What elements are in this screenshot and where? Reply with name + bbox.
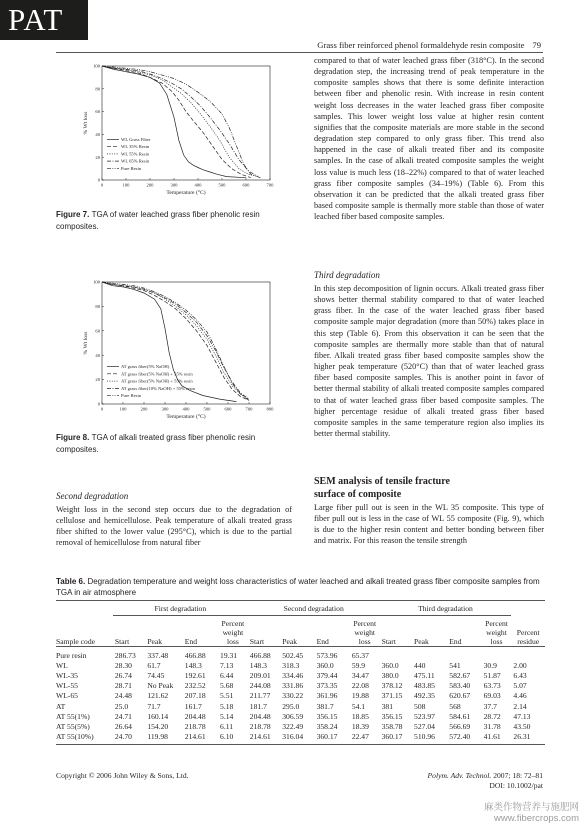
- page-number: 79: [532, 40, 541, 50]
- table-cell: 373.35: [316, 681, 338, 691]
- table-cell: 28.72: [483, 711, 501, 721]
- table-cell-sample: WL-55: [56, 681, 78, 691]
- table-row: [56, 660, 545, 670]
- x-tick-label: 0: [100, 182, 104, 188]
- header-peak-1: Peak: [145, 616, 182, 647]
- y-tick-label: 40: [95, 132, 100, 137]
- table-cell: 483.85: [414, 681, 435, 691]
- table-cell-sample: AT 55(1%): [56, 711, 90, 721]
- table-cell: 54.1: [351, 701, 366, 711]
- table-cell: 28.71: [114, 681, 132, 691]
- table-cell: 583.40: [449, 681, 471, 691]
- table-cell: 74.45: [147, 670, 165, 680]
- table-cell: 192.61: [184, 670, 206, 680]
- table-cell: 337.48: [147, 650, 169, 660]
- y-tick-label: 20: [95, 154, 100, 160]
- table-cell: 572.40: [447, 732, 481, 745]
- table-cell: 6.43: [513, 670, 527, 680]
- sem-heading-line2: surface of composite: [314, 488, 402, 500]
- footer-citation-text: 2007; 18: 72–81: [493, 771, 543, 780]
- right-column-text: [314, 55, 544, 222]
- x-tick-label: 300: [161, 406, 169, 412]
- sem-section-heading: [314, 476, 450, 501]
- table-cell: 2.00: [513, 660, 527, 670]
- table-cell: 25.0: [114, 701, 129, 711]
- table-6-body: [56, 647, 545, 745]
- watermark-line2: www.fibercrops.com: [494, 813, 579, 824]
- table-cell: 160.14: [147, 711, 169, 721]
- table-cell: 380.0: [381, 670, 399, 680]
- table-cell: 6.10: [218, 732, 248, 745]
- group-second-degradation: Second degradation: [248, 601, 380, 616]
- table-cell: 440: [414, 660, 426, 670]
- table-cell: 148.3: [184, 660, 202, 670]
- x-tick-label: 400: [182, 406, 190, 412]
- table-cell: 381: [381, 701, 393, 711]
- legend-entry: AT grass fiber(5% NaOH) + 55% resin: [121, 378, 193, 384]
- x-axis-label: Temperature (°C): [166, 414, 206, 420]
- third-degradation-paragraph: In this step decomposition of lignin occurs. Alkali treated grass fiber shows better thermal stability compared to that of water leached grass fiber. In the case of the water leached grass fiber based composite sample major degradation (more than 50%) takes place in this step (Table 6). From this observation it can be seen that the composite samples are thermally more stable than that of natural fiber. Alkali treated grass fiber based composite samples show the higher peak temperature (520°C) than that of water leached grass fiber based composite samples. This is another point in favor of better thermal stability of alkali treated composite samples compared to that of water leached grass fiber based composite samples. The higher percentage residue of alkali treated grass fiber based composite samples in the same temperature region also implies its better thermal stability.: [314, 284, 544, 439]
- legend-entry: WL 55% Resin: [121, 151, 150, 157]
- table-cell: 475.11: [414, 670, 435, 680]
- table-cell: 69.03: [483, 691, 501, 701]
- table-cell: 148.3: [249, 660, 267, 670]
- table-cell: 119.98: [145, 732, 182, 745]
- header-percent-residue: Percent residue: [511, 616, 545, 647]
- legend-entry: WL Grass Fiber: [121, 137, 151, 142]
- table-cell: No Peak: [147, 681, 174, 691]
- table-cell: 527.04: [414, 721, 435, 731]
- table-row: [56, 732, 545, 745]
- table-cell: 47.13: [513, 711, 531, 721]
- header-end-3: End: [447, 616, 481, 647]
- table-6-caption-text: Degradation temperature and weight loss characteristics of water leached and alkali treated grass fiber composite samples from TGA in air atmosphere: [56, 577, 540, 597]
- table-cell: 331.86: [282, 681, 304, 691]
- table-cell: 207.18: [184, 691, 206, 701]
- table-cell: 22.47: [350, 732, 380, 745]
- legend-entry: Pure Resin: [121, 393, 142, 399]
- x-axis-label: Temperature (°C): [166, 190, 206, 196]
- left-column-text: [56, 504, 292, 549]
- table-cell: 566.69: [449, 721, 471, 731]
- table-cell: 24.48: [114, 691, 132, 701]
- table-cell: 63.73: [483, 681, 501, 691]
- table-cell: 502.45: [282, 650, 304, 660]
- table-cell-sample: Pure resin: [56, 650, 87, 660]
- paragraph-first-second-degradation: compared to that of water leached grass fiber (318°C). In the second degradation step, the increasing trend of peak temperature in the composite samples shows that there is some definite interaction between fiber and phenolic resin. With increase in resin content weight loss decreases in the water leached grass fiber composite samples. This lower weight loss value at higher resin content signifies that the composite materials are more stable in the second degradation step compared to only grass fiber. This trend also happened in the case of alkali treated fiber and its composite samples. In the case of alkali treated composite samples the weight loss value is much less (18–22%) compared to that of water leached grass fiber composite samples (34–19%) (Table 6). From this observation it can be predicted that the alkali treated grass fiber based composite sample is thermally more stable than those of water leached fiber based composite samples.: [314, 56, 544, 222]
- figure-8-chart: [74, 276, 278, 422]
- table-cell-sample: AT 55(10%): [56, 732, 113, 745]
- journal-logo: PAT: [0, 0, 88, 40]
- x-tick-label: 700: [266, 182, 274, 188]
- table-cell: 18.39: [351, 721, 369, 731]
- table-cell: 584.61: [449, 711, 471, 721]
- table-cell: 209.01: [249, 670, 271, 680]
- header-end-1: End: [183, 616, 218, 647]
- table-cell: 466.88: [184, 650, 206, 660]
- footer-citation: [428, 771, 543, 780]
- legend-entry: WL 65% Resin: [121, 158, 150, 164]
- table-cell: 24.71: [114, 711, 132, 721]
- header-start-1: Start: [113, 616, 145, 647]
- x-tick-label: 600: [242, 182, 250, 188]
- table-cell: 379.44: [316, 670, 338, 680]
- x-tick-label: 500: [203, 406, 211, 412]
- table-cell: 492.35: [414, 691, 435, 701]
- table-cell: 161.7: [184, 701, 202, 711]
- table-cell: 26.74: [114, 670, 132, 680]
- header-start-3: Start: [380, 616, 412, 647]
- table-cell-sample: WL: [56, 660, 68, 670]
- group-first-degradation: First degradation: [113, 601, 248, 616]
- figure-7-chart: [74, 62, 278, 196]
- table-cell: 318.3: [282, 660, 300, 670]
- y-tick-label: 0: [97, 177, 100, 183]
- table-cell: [482, 647, 512, 661]
- table-cell: 218.78: [249, 721, 271, 731]
- site-watermark: [484, 802, 579, 824]
- table-cell: 322.49: [282, 721, 304, 731]
- header-peak-3: Peak: [412, 616, 447, 647]
- table-cell: 371.15: [381, 691, 403, 701]
- table-cell: 6.44: [220, 670, 234, 680]
- figure-8-label: Figure 8.: [56, 433, 90, 442]
- y-tick-label: 60: [95, 328, 100, 334]
- footer-copyright: Copyright © 2006 John Wiley & Sons, Ltd.: [56, 771, 189, 780]
- table-cell: 59.9: [351, 660, 366, 670]
- table-cell: 5.14: [220, 711, 234, 721]
- table-cell: 31.78: [483, 721, 501, 731]
- header-peak-2: Peak: [280, 616, 314, 647]
- table-cell: 22.08: [351, 681, 369, 691]
- table-cell: 334.46: [282, 670, 304, 680]
- table-cell: 37.7: [483, 701, 497, 711]
- table-cell: 19.31: [220, 650, 238, 660]
- table-cell: 360.0: [316, 660, 334, 670]
- table-cell: 41.61: [482, 732, 512, 745]
- table-row: [56, 691, 545, 701]
- table-cell: 5.51: [220, 691, 234, 701]
- table-cell: 356.15: [316, 711, 338, 721]
- table-cell: [447, 647, 481, 661]
- y-axis-label: % Wt loss: [83, 331, 89, 355]
- x-tick-label: 600: [224, 406, 232, 412]
- table-cell-sample: WL-35: [56, 670, 78, 680]
- table-cell: 2.14: [513, 701, 527, 711]
- table-cell: 214.61: [248, 732, 280, 745]
- table-row: [56, 701, 545, 711]
- table-cell: 24.70: [113, 732, 145, 745]
- table-cell: 360.17: [315, 732, 350, 745]
- table-cell: 51.87: [483, 670, 501, 680]
- table-cell: 286.73: [114, 650, 136, 660]
- legend-entry: AT grass fiber(10% NaOH) + 55% resin: [121, 385, 195, 391]
- table-cell: 18.85: [351, 711, 369, 721]
- legend-entry: Pure Resin: [121, 165, 142, 171]
- table-cell: 582.67: [449, 670, 471, 680]
- table-cell: 65.37: [351, 650, 369, 660]
- table-cell: 232.52: [184, 681, 206, 691]
- table-cell: 541: [449, 660, 461, 670]
- table-cell: 358.78: [381, 721, 403, 731]
- table-cell: 378.12: [381, 681, 403, 691]
- x-tick-label: 100: [119, 406, 127, 412]
- table-cell: 316.04: [280, 732, 314, 745]
- table-cell: 28.30: [114, 660, 132, 670]
- table-cell: [380, 647, 412, 661]
- table-cell: 211.77: [249, 691, 271, 701]
- table-row: [56, 681, 545, 691]
- table-cell: 361.96: [316, 691, 338, 701]
- table-cell: 204.48: [184, 711, 206, 721]
- y-tick-label: 40: [95, 352, 100, 358]
- table-cell-sample: WL-65: [56, 691, 78, 701]
- table-cell: 5.18: [220, 701, 234, 711]
- table-cell: 204.48: [249, 711, 271, 721]
- table-cell: 71.7: [147, 701, 161, 711]
- legend-entry: WL 35% Resin: [121, 144, 150, 150]
- table-cell: 358.24: [316, 721, 338, 731]
- legend-entry: AT grass fiber(5% NaOH) + 55% resin: [121, 371, 193, 377]
- header-percent-loss-3: Percent weight loss: [482, 616, 512, 647]
- x-tick-label: 700: [245, 406, 253, 412]
- table-cell: [412, 647, 447, 661]
- table-cell: 218.78: [184, 721, 206, 731]
- table-cell-sample: AT 55(5%): [56, 721, 90, 731]
- figure-7-caption-text: TGA of water leached grass fiber phenolic resin composites.: [56, 210, 260, 231]
- table-cell: 121.62: [147, 691, 169, 701]
- sem-text: [314, 502, 544, 547]
- table-cell: 6.11: [220, 721, 234, 731]
- x-tick-label: 800: [266, 406, 274, 412]
- x-tick-label: 200: [146, 182, 154, 188]
- table-group-header-row: [56, 601, 545, 616]
- table-cell: 620.67: [449, 691, 471, 701]
- table-6-caption: [56, 576, 546, 598]
- table-cell: 34.47: [351, 670, 369, 680]
- table-cell: 573.96: [316, 650, 338, 660]
- running-header: [317, 40, 541, 50]
- table-cell: 154.20: [147, 721, 169, 731]
- header-start-2: Start: [248, 616, 280, 647]
- x-tick-label: 200: [140, 406, 148, 412]
- table-row: [56, 647, 545, 661]
- table-cell: 568: [449, 701, 461, 711]
- table-cell: 510.96: [412, 732, 447, 745]
- y-tick-label: 0: [97, 401, 100, 407]
- y-tick-label: 100: [93, 63, 100, 69]
- table-cell: 5.07: [513, 681, 527, 691]
- table-cell: 4.46: [513, 691, 527, 701]
- group-third-degradation: Third degradation: [380, 601, 512, 616]
- y-tick-label: 60: [95, 109, 100, 115]
- table-cell: 30.9: [483, 660, 497, 670]
- y-tick-label: 20: [95, 377, 100, 383]
- table-cell: 360.0: [381, 660, 399, 670]
- table-row: [56, 721, 545, 731]
- table-cell: 295.0: [282, 701, 300, 711]
- table-cell: 306.59: [282, 711, 304, 721]
- table-cell: 43.50: [513, 721, 531, 731]
- y-tick-label: 80: [95, 304, 100, 309]
- sem-paragraph: Large fiber pull out is seen in the WL 35 composite. This type of fiber pull out is less in the case of WL 55 composite (Fig. 9), which is due to the higher resin content and better bonding between fiber and matrix. For this reason the tensile strength: [314, 503, 544, 546]
- figure-8-caption: [56, 432, 292, 455]
- table-row: [56, 670, 545, 680]
- table-row: [56, 711, 545, 721]
- figure-8-caption-text: TGA of alkali treated grass fiber phenolic resin composites.: [56, 433, 256, 454]
- table-cell: 26.31: [511, 732, 545, 745]
- table-cell: 7.13: [220, 660, 234, 670]
- x-tick-label: 300: [170, 182, 178, 188]
- table-cell: 523.97: [414, 711, 435, 721]
- x-tick-label: 100: [122, 182, 130, 188]
- table-6: [56, 600, 545, 745]
- x-tick-label: 500: [218, 182, 226, 188]
- table-cell: 26.64: [114, 721, 132, 731]
- table-cell: 61.7: [147, 660, 161, 670]
- y-axis-label: % Wt loss: [83, 111, 89, 135]
- y-tick-label: 100: [93, 279, 100, 285]
- running-title: Grass fiber reinforced phenol formaldehyde resin composite: [317, 40, 525, 50]
- x-tick-label: 400: [194, 182, 202, 188]
- watermark-line1: 麻类作物营养与施肥网: [483, 802, 579, 813]
- header-percent-loss-2: Percent weight loss: [350, 616, 380, 647]
- table-cell: 5.68: [220, 681, 234, 691]
- third-degradation-text: [314, 283, 544, 439]
- footer-journal: Polym. Adv. Technol.: [427, 771, 492, 780]
- footer-doi: DOI: 10.1002/pat: [489, 781, 543, 790]
- header-percent-loss-1: Percent weight loss: [218, 616, 248, 647]
- table-cell: [511, 647, 545, 661]
- header-rule: [56, 52, 543, 53]
- second-degradation-paragraph: Weight loss in the second step occurs due to the degradation of cellulose and hemicellulose. Peak temperature of alkali treated grass fiber shifted to the lower value (295°C), which is due to the partial removal of hemicellulose from natural fiber: [56, 505, 292, 548]
- figure-7-label: Figure 7.: [56, 210, 90, 219]
- table-cell: 508: [414, 701, 426, 711]
- table-cell: 244.08: [249, 681, 271, 691]
- table-cell: 356.15: [381, 711, 403, 721]
- table-cell: 466.88: [249, 650, 271, 660]
- table-cell: 381.7: [316, 701, 334, 711]
- second-degradation-heading: Second degradation: [56, 491, 129, 501]
- figure-7-caption: [56, 209, 292, 232]
- legend-entry: AT grass fiber(5% NaOH): [121, 364, 170, 369]
- x-tick-label: 0: [100, 406, 104, 412]
- table-cell: 214.61: [183, 732, 218, 745]
- header-sample-code: Sample code: [56, 616, 113, 647]
- sem-heading-line1: SEM analysis of tensile fracture: [314, 476, 450, 487]
- table-cell: 330.22: [282, 691, 304, 701]
- table-column-header-row: [56, 616, 545, 647]
- table-cell: 19.88: [351, 691, 369, 701]
- y-tick-label: 80: [95, 86, 100, 92]
- table-6-label: Table 6.: [56, 577, 86, 586]
- table-cell: 181.7: [249, 701, 267, 711]
- table-cell: 360.17: [380, 732, 412, 745]
- table-cell-sample: AT: [56, 701, 66, 711]
- header-end-2: End: [315, 616, 350, 647]
- third-degradation-heading: Third degradation: [314, 270, 380, 280]
